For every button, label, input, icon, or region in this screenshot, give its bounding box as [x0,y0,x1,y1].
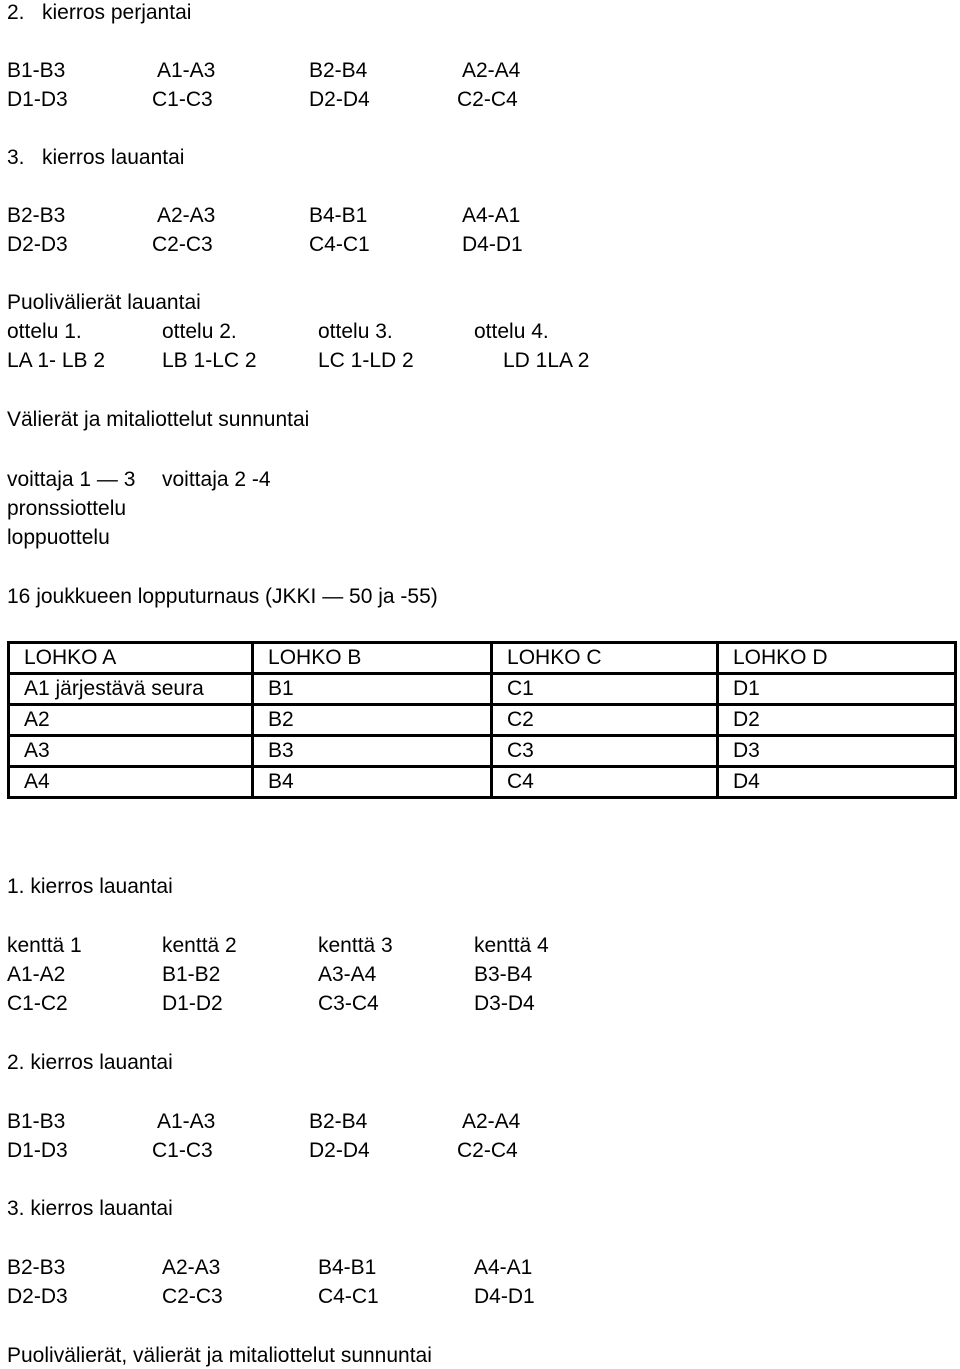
table-cell: C2 [492,705,718,736]
match-cell: D2-D4 [309,1139,370,1162]
table-row [9,736,956,767]
group-table [7,641,957,799]
match-cell: A2-A4 [462,1110,521,1133]
match-cell: A4-A1 [474,1256,533,1279]
table-cell: B2 [253,705,492,736]
match-cell: B3-B4 [474,963,533,986]
match-cell: A2-A4 [462,59,521,82]
table-cell: A1 järjestävä seura [9,674,253,705]
semi-winner-1: voittaja 1 — 3 [7,468,136,491]
table-cell: D4 [717,767,955,798]
match-cell: C4-C1 [309,233,370,256]
match-cell: C2-C3 [152,233,213,256]
field-label: kenttä 3 [318,934,393,957]
table-row [9,643,956,674]
match-cell: A3-A4 [318,963,377,986]
match-cell: C2-C3 [162,1285,223,1308]
match-label: ottelu 3. [318,320,393,343]
pairing-cell: LA 1- LB 2 [7,349,106,372]
match-cell: B2-B3 [7,204,66,227]
round3-heading: 3. kierros lauantai [7,146,185,169]
match-label: ottelu 1. [7,320,82,343]
match-label: ottelu 2. [162,320,237,343]
table-cell: C3 [492,736,718,767]
table-cell: C4 [492,767,718,798]
match-cell: D1-D2 [162,992,223,1015]
match-cell: D3-D4 [474,992,535,1015]
table-cell: A4 [9,767,253,798]
table-cell: D1 [717,674,955,705]
pairing-cell: LC 1-LD 2 [318,349,414,372]
match-cell: B1-B2 [162,963,221,986]
match-cell: C1-C2 [7,992,68,1015]
quarterfinals-heading: Puolivälierät lauantai [7,291,201,314]
table-cell: D3 [717,736,955,767]
match-cell: C1-C3 [152,88,213,111]
round2-friday-heading: 2. kierros perjantai [7,1,192,24]
match-cell: D4-D1 [474,1285,535,1308]
match-label: ottelu 4. [474,320,549,343]
match-cell: B2-B3 [7,1256,66,1279]
field-label: kenttä 2 [162,934,237,957]
match-cell: A2-A3 [162,1256,221,1279]
match-cell: A4-A1 [462,204,521,227]
match-cell: C1-C3 [152,1139,213,1162]
match-cell: A1-A3 [157,1110,216,1133]
round1-heading: 1. kierros lauantai [7,875,173,898]
pairing-cell: LB 1-LC 2 [162,349,257,372]
table-cell: LOHKO C [492,643,718,674]
pairing-cell: LD 1LA 2 [503,349,590,372]
match-cell: C4-C1 [318,1285,379,1308]
table-cell: A3 [9,736,253,767]
match-cell: D2-D3 [7,1285,68,1308]
table-row [9,705,956,736]
match-cell: B1-B3 [7,1110,66,1133]
match-cell: B2-B4 [309,59,368,82]
footer-heading: Puolivälierät, välierät ja mitaliottelut sunnuntai [7,1344,432,1367]
table-cell: B3 [253,736,492,767]
semi-winner-2: voittaja 2 -4 [162,468,271,491]
match-cell: B2-B4 [309,1110,368,1133]
match-cell: C2-C4 [457,88,518,111]
table-cell: LOHKO A [9,643,253,674]
field-label: kenttä 1 [7,934,82,957]
table-cell: LOHKO B [253,643,492,674]
table-row [9,674,956,705]
table-row [9,767,956,798]
bronze-match: pronssiottelu [7,497,127,520]
match-cell: D2-D3 [7,233,68,256]
match-cell: D4-D1 [462,233,523,256]
match-cell: A1-A3 [157,59,216,82]
match-cell: C2-C4 [457,1139,518,1162]
match-cell: B4-B1 [309,204,368,227]
table-cell: B1 [253,674,492,705]
table-cell: C1 [492,674,718,705]
match-cell: C3-C4 [318,992,379,1015]
table-cell: A2 [9,705,253,736]
tournament-heading: 16 joukkueen lopputurnaus (JKKI — 50 ja -55) [7,585,438,608]
semis-heading: Välierät ja mitaliottelut sunnuntai [7,408,310,431]
table-cell: LOHKO D [717,643,955,674]
round2-saturday-heading: 2. kierros lauantai [7,1051,173,1074]
round3-saturday-heading: 3. kierros lauantai [7,1197,173,1220]
match-cell: D1-D3 [7,1139,68,1162]
table-cell: B4 [253,767,492,798]
match-cell: A2-A3 [157,204,216,227]
match-cell: D1-D3 [7,88,68,111]
match-cell: A1-A2 [7,963,66,986]
match-cell: B4-B1 [318,1256,377,1279]
final-match: loppuottelu [7,526,110,549]
field-label: kenttä 4 [474,934,549,957]
match-cell: B1-B3 [7,59,66,82]
table-cell: D2 [717,705,955,736]
match-cell: D2-D4 [309,88,370,111]
